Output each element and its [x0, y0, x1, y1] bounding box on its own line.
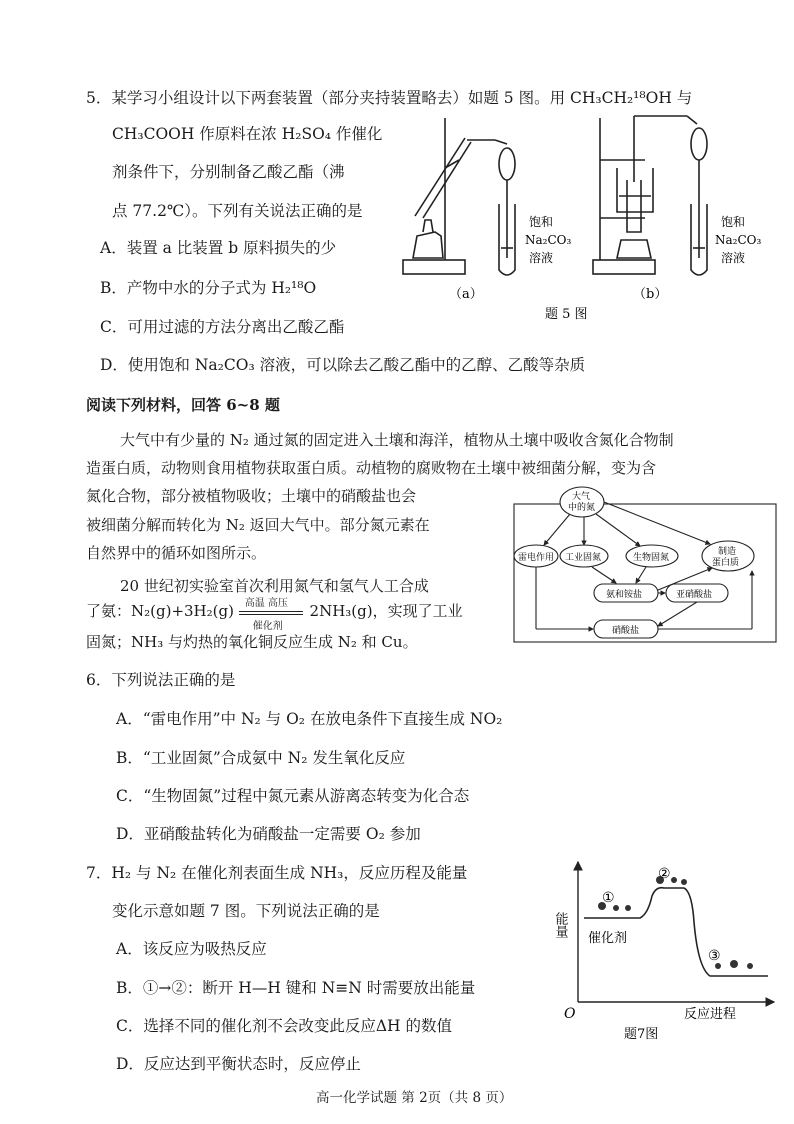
page-footer: 高一化学试题 第 2页（共 8 页） — [316, 1090, 513, 1106]
fig5-label-solution-a: 溶液 — [529, 251, 554, 265]
q6-option-c: C．“生物固氮”过程中氮元素从游离态转变为化合态 — [116, 787, 470, 805]
cycle-node-protein-1: 制造 — [718, 547, 737, 557]
fig5-label-solution-b: 溶液 — [721, 251, 746, 265]
reading-p1-line5: 自然界中的循环如图所示。 — [86, 544, 267, 562]
fig7-y-axis-label: 能量 — [552, 912, 568, 938]
reading-p1-line1: 大气中有少量的 N₂ 通过氮的固定进入土壤和海洋，植物从土壤中吸收含氮化合物制 — [120, 431, 674, 449]
reading-p1-line3: 氮化合物，部分被植物吸收；土壤中的硝酸盐也会 — [86, 487, 417, 505]
figure-5-apparatus — [395, 108, 780, 328]
cycle-node-nitrate: 硝酸盐 — [612, 626, 640, 636]
q7-option-d: D．反应达到平衡状态时，反应停止 — [116, 1055, 361, 1073]
q5-option-c: C．可用过滤的方法分离出乙酸乙酯 — [100, 318, 345, 336]
q6-option-a: A．“雷电作用”中 N₂ 与 O₂ 在放电条件下直接生成 NO₂ — [116, 710, 503, 728]
q5-option-d: D．使用饱和 Na₂CO₃ 溶液，可以除去乙酸乙酯中的乙醇、乙酸等杂质 — [100, 356, 586, 374]
q5-stem-line2: CH₃COOH 作原料在浓 H₂SO₄ 作催化 — [112, 125, 383, 143]
q5-option-b: B．产物中水的分子式为 H₂¹⁸O — [100, 279, 317, 297]
fig5-label-b: （b） — [633, 287, 668, 302]
q6-stem: 6．下列说法正确的是 — [86, 671, 236, 689]
reading-p2-line3: 固氮；NH₃ 与灼热的氧化铜反应生成 N₂ 和 Cu。 — [86, 633, 418, 651]
fig5-label-saturated-b: 饱和 — [721, 215, 746, 229]
cycle-node-atmosphere-1: 大气 — [572, 492, 591, 502]
fig7-origin: O — [564, 1006, 576, 1022]
fig5-label-saturated-a: 饱和 — [529, 215, 554, 229]
q5-stem-line3: 剂条件下，分别制备乙酸乙酯（沸 — [112, 163, 345, 181]
nitrogen-cycle-diagram — [512, 484, 782, 646]
fig5-caption: 题 5 图 — [545, 307, 588, 322]
reading-p2-line2 — [86, 598, 463, 632]
q6-option-b: B．“工业固氮”合成氨中 N₂ 发生氧化反应 — [116, 749, 406, 767]
cycle-node-protein-2: 蛋白质 — [712, 558, 740, 568]
fig7-x-axis-label: 反应进程 — [684, 1007, 737, 1022]
q7-option-c: C．选择不同的催化剂不会改变此反应ΔH 的数值 — [116, 1017, 452, 1035]
equation-lhs: 了氨：N₂(g)+3H₂(g) — [86, 602, 234, 620]
q5-option-a: A．装置 a 比装置 b 原料损失的少 — [100, 239, 337, 257]
reading-heading: 阅读下列材料，回答 6~8 题 — [86, 396, 280, 414]
fig7-caption: 题7图 — [624, 1027, 659, 1042]
fig5-label-na2co3-a: Na₂CO₃ — [525, 233, 572, 247]
fig5-label-na2co3-b: Na₂CO₃ — [715, 233, 762, 247]
figure-7-energy-diagram — [552, 852, 782, 1048]
fig7-state-3: ③ — [708, 948, 721, 964]
equation-condition-bottom: 催化剂 — [252, 621, 283, 632]
reading-p1-line2: 造蛋白质，动物则食用植物获取蛋白质。动植物的腐败物在土壤中被细菌分解，变为含 — [86, 459, 657, 477]
q7-option-b: B．①→②：断开 H—H 键和 N≡N 时需要放出能量 — [116, 979, 476, 997]
cycle-node-nitrite: 亚硝酸盐 — [676, 590, 713, 600]
cycle-node-industrial: 工业固氮 — [565, 553, 602, 563]
cycle-node-atmosphere-2: 中的氮 — [568, 503, 596, 513]
equation-rhs: 2NH₃(g)，实现了工业 — [309, 602, 463, 620]
fig7-state-1: ① — [602, 890, 615, 906]
equation-arrow — [239, 598, 305, 632]
q7-option-a: A．该反应为吸热反应 — [116, 940, 267, 958]
cycle-node-thunder: 雷电作用 — [518, 553, 555, 563]
reading-p1-line4: 被细菌分解而转化为 N₂ 返回大气中。部分氮元素在 — [86, 516, 430, 534]
equation-condition-top: 高温 高压 — [244, 598, 288, 609]
q6-option-d: D．亚硝酸盐转化为硝酸盐一定需要 O₂ 参加 — [116, 825, 421, 843]
reading-p2-line1: 20 世纪初实验室首次利用氮气和氢气人工合成 — [120, 577, 429, 595]
fig7-state-2: ② — [658, 866, 671, 882]
q5-stem-line1: 5．某学习小组设计以下两套装置（部分夹持装置略去）如题 5 图。用 CH₃CH₂¹⁸OH 与 — [86, 89, 693, 107]
q7-stem-line2: 变化示意如题 7 图。下列说法正确的是 — [112, 902, 380, 920]
q7-stem-line1: 7．H₂ 与 N₂ 在催化剂表面生成 NH₃，反应历程及能量 — [86, 864, 468, 882]
fig5-label-a: （a） — [449, 287, 483, 302]
cycle-node-biological: 生物固氮 — [633, 553, 670, 563]
cycle-node-ammonia: 氨和铵盐 — [606, 590, 643, 600]
q5-stem-line4: 点 77.2℃）。下列有关说法正确的是 — [112, 202, 363, 220]
fig7-catalyst-label: 催化剂 — [588, 931, 628, 946]
